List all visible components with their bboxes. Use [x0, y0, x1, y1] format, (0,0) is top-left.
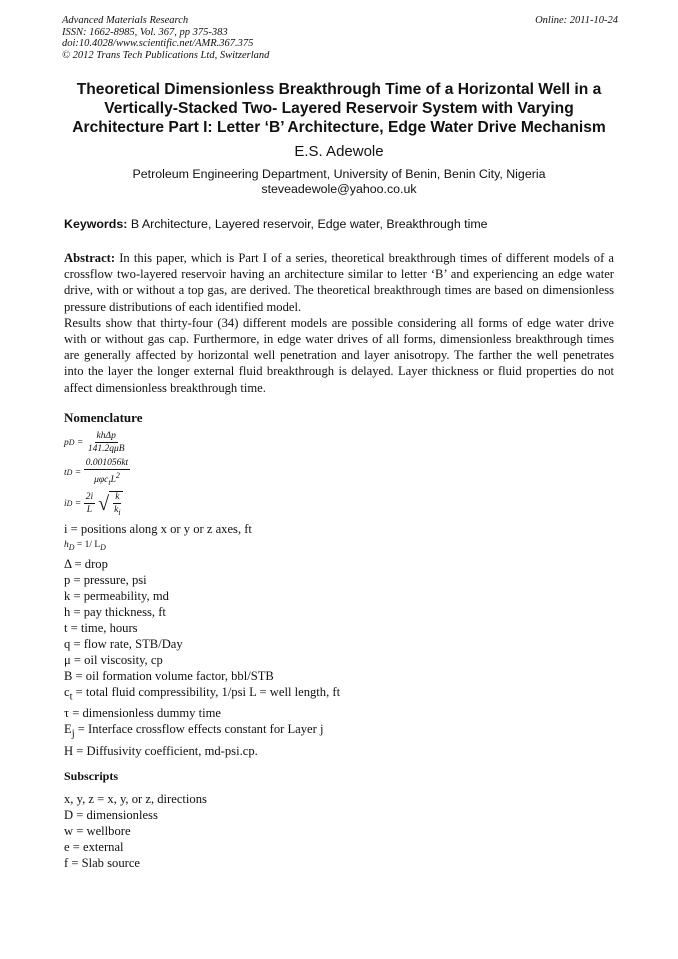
title-line-1: Theoretical Dimensionless Breakthrough Time of a Horizontal Well in a — [76, 81, 602, 98]
paper-title — [40, 80, 638, 137]
formula-id-num: 2i — [85, 492, 94, 503]
abstract-para-1 — [64, 250, 614, 315]
formula-td-den-main: μφc — [94, 475, 109, 486]
abstract — [64, 250, 614, 396]
nomen-ej-text: = Interface crossflow effects constant for Layer j — [74, 722, 324, 737]
formula-td-den-sup: 2 — [115, 471, 120, 480]
abstract-para-2: Results show that thirty-four (34) different models are possible considering all forms of edge water drive with or without gas cap. Furthermore, in edge water drives of all forms, dimensionless breakthrough times are generally affected by horizontal well penetration and layer anisotropy. The farther the well penetrates into the layer the longer external fluid breakthrough is delayed. Layer thickness or fluid properties do not affect dimensionless breakthrough time. — [64, 315, 614, 395]
formula-td-num: 0.001056kt — [85, 458, 129, 468]
nomenclature-list — [64, 521, 620, 759]
formula-id-eq: = — [75, 498, 81, 509]
subscripts-title: Subscripts — [64, 768, 119, 783]
nomen-ct — [64, 684, 620, 706]
title-line-3: Architecture Part I: Letter ‘B’ Architecture, Edge Water Drive Mechanism — [72, 119, 606, 136]
formula-pd-lhs-sub: D — [68, 438, 75, 447]
nomen-item: q = flow rate, STB/Day — [64, 636, 183, 651]
keywords — [64, 217, 620, 231]
formula-td-fraction — [84, 458, 130, 487]
abstract-text-1: In this paper, which is Part I of a series, theoretical breakthrough times of different models of a crossflow two-layered reservoir having an architecture similar to letter ‘B’ and experiencing an edge water drive, with or without a top gas, are derived. The theoretical breakthrough times are based on dimensionless pressure distributions of each identified model. — [64, 251, 614, 314]
formula-id-fraction — [84, 492, 95, 515]
formula-pd — [64, 431, 620, 454]
subscript-item: w = wellbore — [64, 823, 131, 838]
formula-td-den-sub: t — [108, 478, 111, 488]
formula-id — [64, 491, 620, 517]
online-date: Online: 2011-10-24 — [535, 15, 618, 26]
nomen-item: t = time, hours — [64, 620, 138, 635]
formula-id-root-fraction — [112, 492, 122, 517]
formula-td — [64, 458, 620, 487]
formula-hd-rhs-sub: D — [100, 542, 106, 552]
formula-id-root-num: k — [115, 492, 120, 503]
formula-pd-num: khΔp — [96, 431, 116, 441]
formula-td-den-tail: L — [110, 475, 116, 486]
journal-header — [62, 15, 618, 61]
formula-id-sqrt — [98, 491, 122, 517]
formula-hd-lhs: h — [64, 539, 69, 550]
nomen-ej-sub: j — [71, 728, 75, 740]
formula-td-lhs: t — [64, 467, 67, 478]
nomen-item: B = oil formation volume factor, bbl/STB — [64, 668, 274, 683]
keywords-label: Keywords: — [64, 217, 128, 231]
nomen-ct-text: = total fluid compressibility, 1/psi L = well length, ft — [72, 684, 341, 699]
nomen-item: h = pay thickness, ft — [64, 604, 166, 619]
nomen-ct-sym: c — [64, 684, 70, 699]
email: steveadewole@yahoo.co.uk — [261, 182, 417, 196]
nomen-ej — [64, 721, 620, 743]
subscript-item: D = dimensionless — [64, 807, 158, 822]
formula-hd-lhs-sub: D — [68, 542, 75, 552]
formula-id-root-den — [112, 504, 122, 517]
formula-id-den: L — [86, 505, 93, 516]
nomen-ej-sym: E — [64, 722, 72, 737]
nomenclature-title: Nomenclature — [64, 410, 143, 425]
formula-td-den — [92, 470, 122, 487]
formula-id-root-den-main: k — [114, 505, 119, 516]
formula-hd-rhs: = 1/ L — [76, 539, 101, 550]
journal-name: Advanced Materials Research — [62, 15, 189, 26]
affiliation: Petroleum Engineering Department, University of Benin, Benin City, Nigeria — [132, 167, 546, 181]
nomen-item: k = permeability, md — [64, 588, 169, 603]
subscript-item: f = Slab source — [64, 855, 140, 870]
nomen-item: μ = oil viscosity, cp — [64, 652, 163, 667]
subscript-item: e = external — [64, 839, 124, 854]
nomen-ct-sub: t — [69, 691, 73, 703]
subscripts-list — [64, 791, 620, 871]
doi: doi:10.4028/www.scientific.net/AMR.367.375 — [62, 38, 254, 49]
formula-id-sqrt-body — [109, 491, 122, 517]
formula-id-lhs: i — [64, 498, 67, 509]
formula-id-lhs-sub: D — [66, 499, 73, 509]
title-line-2: Vertically-Stacked Two- Layered Reservoir System with Varying — [104, 100, 574, 117]
nomen-item: p = pressure, psi — [64, 572, 147, 587]
formula-td-eq: = — [75, 467, 81, 478]
formula-pd-den: 141.2qμB — [87, 444, 125, 454]
formula-id-root-den-sub: i — [118, 507, 121, 517]
abstract-label: Abstract: — [64, 251, 116, 265]
subscript-item: x, y, z = x, y, or z, directions — [64, 791, 207, 806]
formula-hd — [64, 537, 620, 556]
formula-pd-eq: = — [77, 437, 83, 448]
issn: ISSN: 1662-8985, Vol. 367, pp 375-383 — [62, 26, 228, 38]
nomen-i-def: i = positions along x or y or z axes, ft — [64, 521, 252, 536]
copyright: © 2012 Trans Tech Publications Ltd, Switzerland — [62, 49, 270, 61]
nomen-h-def: H = Diffusivity coefficient, md-psi.cp. — [64, 743, 258, 758]
nomenclature-section — [64, 410, 620, 871]
nomen-item: Δ = drop — [64, 556, 108, 571]
sqrt-symbol-icon: √ — [98, 492, 110, 515]
formula-pd-fraction — [86, 431, 127, 454]
author: E.S. Adewole — [294, 143, 384, 160]
formula-td-lhs-sub: D — [66, 468, 73, 478]
keywords-text: B Architecture, Layered reservoir, Edge water, Breakthrough time — [130, 217, 488, 231]
formula-pd-lhs: p — [64, 437, 69, 448]
nomen-tau: τ = dimensionless dummy time — [64, 706, 221, 721]
affiliation-block — [0, 167, 678, 197]
